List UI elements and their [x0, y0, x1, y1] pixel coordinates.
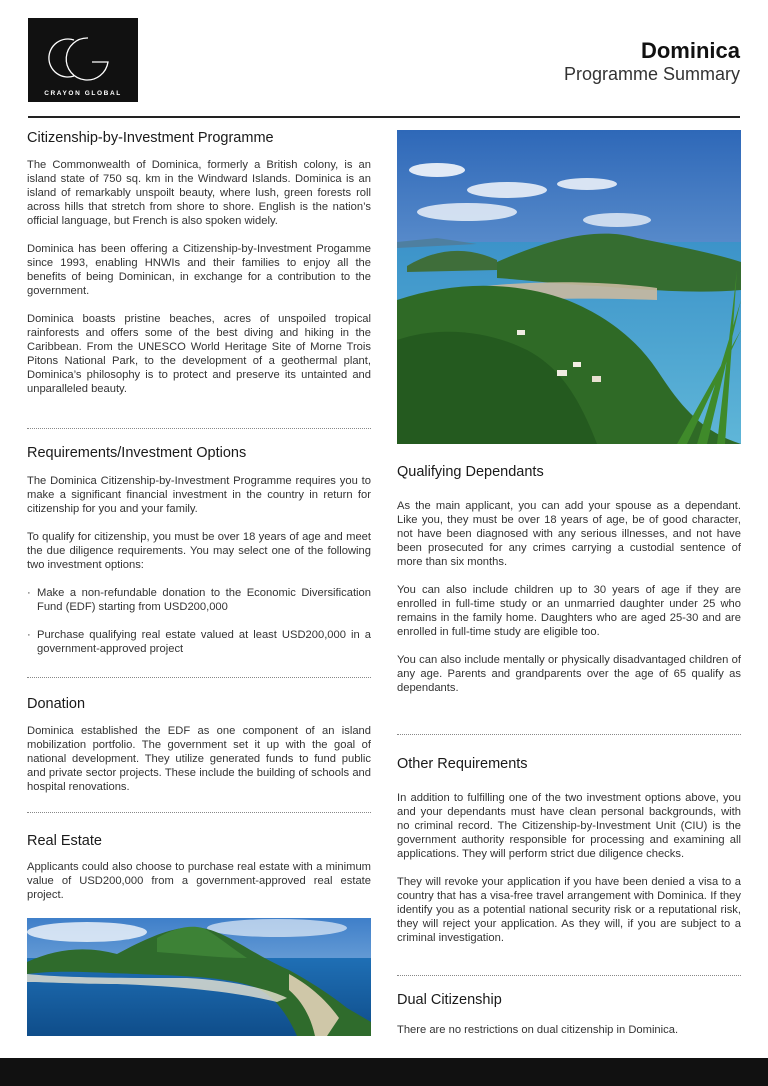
section-requirements [27, 445, 371, 656]
paragraph: You can also include children up to 30 years of age if they are enrolled in full-time study or an unmarried daughter under 25 who remains in the family home. Daughters who are aged 25-30 and are enrolled in full-time study are eligible too. [397, 584, 741, 638]
section-heading: Donation [27, 696, 86, 712]
list-item: · Make a non-refundable donation to the Economic Diversification Fund (EDF) starting from USD200,000 [27, 586, 371, 614]
harbour-photo [397, 130, 741, 444]
section-divider [397, 734, 741, 735]
section-heading: Real Estate [27, 833, 102, 849]
section-dual-citizenship [397, 992, 741, 1037]
paragraph: Dominica has been offering a Citizenship-by-Investment Progamme since 1993, enabling HNWIs and their families to enjoy all the benefits of being Dominican, in exchange for a contribution to the government. [27, 243, 371, 297]
paragraph: The Dominica Citizenship-by-Investment Programme requires you to make a significant financial investment in the country in return for citizenship for you and your family. [27, 475, 371, 515]
section-divider [27, 677, 371, 678]
section-heading: Citizenship-by-Investment Programme [27, 130, 274, 146]
footer-bar [0, 1058, 768, 1086]
paragraph: The Commonwealth of Dominica, formerly a British colony, is an island state of 750 sq. km in the Windward Islands. Dominica is an island of remarkably unspoilt beauty, where lush, green forests roll across hills that stretch from shore to shore. English is the nation’s official language, but French is also spoken widely. [27, 159, 371, 227]
paragraph: You can also include mentally or physically disadvantaged children of any age. Parents and grandparents over the age of 65 qualify as dependants. [397, 654, 741, 694]
paragraph: To qualify for citizenship, you must be over 18 years of age and meet the due diligence requirements. You may select one of the following two investment options: [27, 531, 371, 571]
investment-options-list [27, 586, 371, 656]
crayon-global-logo [28, 18, 138, 102]
section-other-requirements [397, 756, 741, 945]
section-heading: Requirements/Investment Options [27, 445, 247, 461]
coastline-photo [27, 918, 371, 1036]
section-heading: Dual Citizenship [397, 992, 502, 1008]
section-heading: Qualifying Dependants [397, 464, 544, 480]
section-qualifying-dependants [397, 464, 741, 695]
page-subtitle: Programme Summary [563, 64, 740, 84]
section-heading: Other Requirements [397, 756, 528, 772]
page-title: Dominica [640, 38, 740, 63]
header-divider [28, 116, 740, 118]
section-cbi-programme [27, 130, 371, 396]
section-real-estate [27, 833, 371, 902]
list-item: · Purchase qualifying real estate valued at least USD200,000 in a government-approved project [27, 628, 371, 656]
paragraph: As the main applicant, you can add your spouse as a dependant. Like you, they must be over 18 years of age, be of good character, not have been diagnosed with any serious illnesses, and not have been prosecuted for any crimes carrying a custodial sentence of more than six months. [397, 500, 741, 568]
paragraph: Applicants could also choose to purchase real estate with a minimum value of USD200,000 from a government-approved real estate project. [27, 861, 371, 901]
section-divider [27, 812, 371, 813]
section-divider [27, 428, 371, 429]
section-donation [27, 696, 371, 794]
section-divider [397, 975, 741, 976]
paragraph: Dominica boasts pristine beaches, acres of unspoiled tropical rainforests and offers some of the best diving and hiking in the Caribbean. From the UNESCO World Heritage Site of Morne Trois Pitons National Park, to the development of a geothermal plant, Dominica’s philosophy is to protect and preserve its untainted and unparalleled beauty. [27, 313, 371, 395]
logo-text: CRAYON GLOBAL [44, 90, 122, 97]
paragraph: There are no restrictions on dual citizenship in Dominica. [397, 1024, 679, 1036]
paragraph: They will revoke your application if you have been denied a visa to a country that has a visa-free travel arrangement with Dominica. If they identify you as a potential national security risk or a reputational risk, they will reject your application. As they will, if you are subject to a criminal investigation. [397, 876, 741, 944]
paragraph: Dominica established the EDF as one component of an island mobilization portfolio. The government set it up with the goal of national development. They utilize generated funds to fund public and private sector projects. These include the building of schools and hospital renovations. [27, 725, 371, 793]
paragraph: In addition to fulfilling one of the two investment options above, you and your dependants must have clean personal backgrounds, with no criminal record. The Citizenship-by-Investment Unit (CIU) is the government authority responsible for processing and examining all applications. They will perform strict due diligence checks. [397, 792, 741, 860]
